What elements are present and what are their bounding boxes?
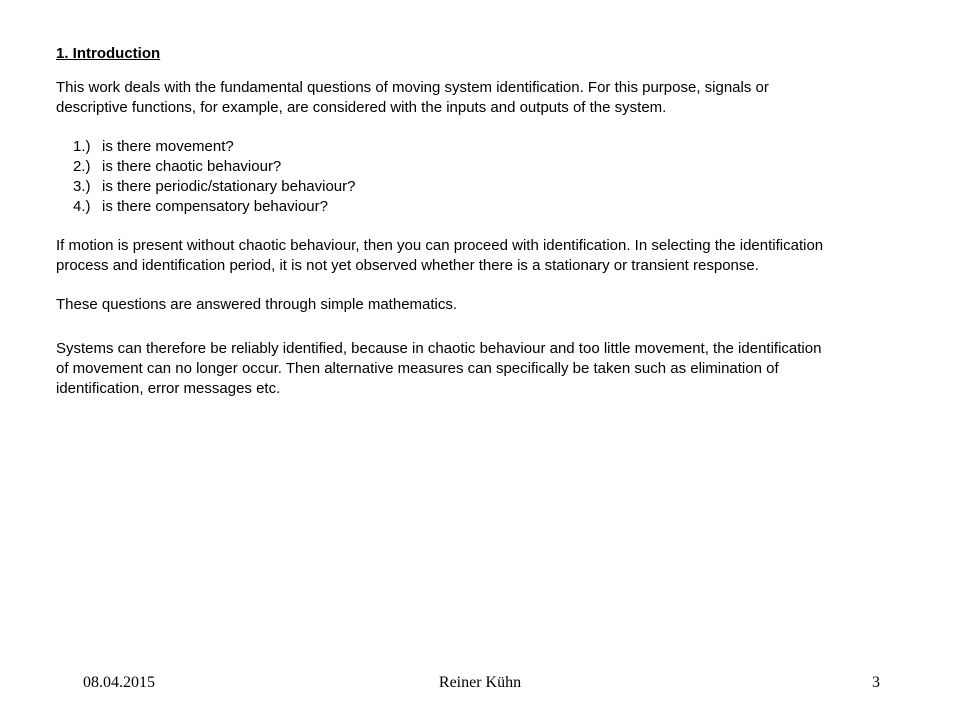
list-item [73,177,836,197]
list-item-text: is there compensatory behaviour? [102,198,328,215]
list-item-number: 2.) [73,158,91,175]
list-item-text: is there movement? [102,138,234,155]
list-item-number: 3.) [73,178,91,195]
identification-paragraph: If motion is present without chaotic behaviour, then you can proceed with identification. In selecting the identification process and identification period, it is not yet observed whether there is a stationary or transient response. [56,237,824,274]
list-item-number: 4.) [73,198,91,215]
footer-author: Reiner Kühn [438,674,522,691]
list-item-text: is there chaotic behaviour? [102,158,282,175]
conclusion-paragraph: Systems can therefore be reliably identified, because in chaotic behaviour and too little movement, the identification of movement can no longer occur. Then alternative measures can specifically be taken such as elimination of identification, error messages etc. [56,340,822,397]
slide-content [56,44,836,418]
intro-paragraph: This work deals with the fundamental questions of moving system identification. For this purpose, signals or descriptive functions, for example, are considered with the inputs and outputs of the system. [56,79,769,116]
section-heading: 1. Introduction [56,45,161,62]
list-item [73,157,836,177]
mathematics-paragraph: These questions are answered through simple mathematics. [56,296,458,313]
list-item-text: is there periodic/stationary behaviour? [102,178,356,195]
footer [0,672,960,694]
list-item [73,197,836,217]
list-item [73,137,836,157]
list-item-number: 1.) [73,138,91,155]
page-number: 3 [872,674,880,691]
footer-date: 08.04.2015 [83,674,155,691]
question-list [56,137,836,217]
